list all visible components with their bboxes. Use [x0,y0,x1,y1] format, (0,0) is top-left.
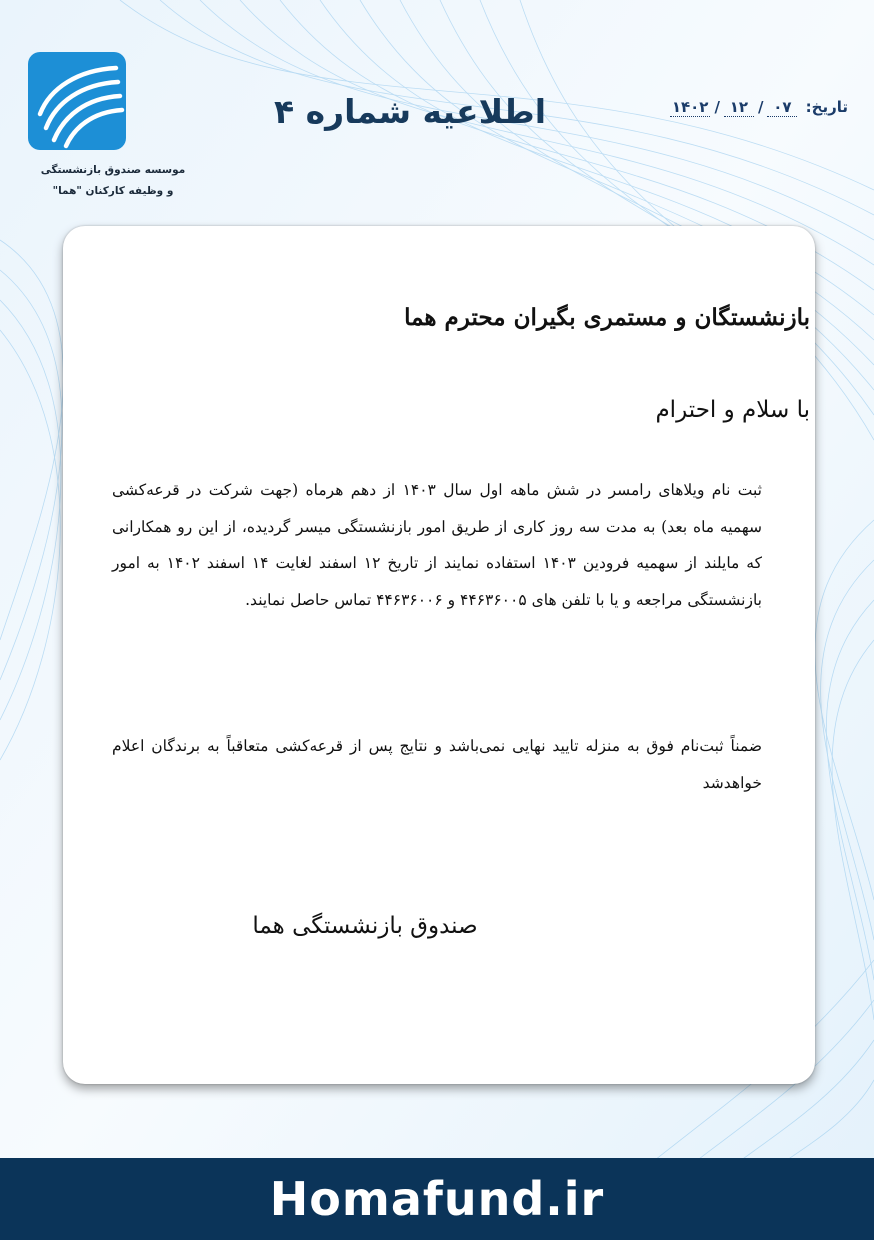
date-separator: / [757,98,764,116]
date-year: ۱۴۰۲ [671,98,709,116]
organization-name [28,160,198,202]
org-name-line-1: موسسه صندوق بازنشستگی [40,164,186,176]
date-separator: / [714,98,720,116]
date-day: ۰۷ [767,98,797,117]
letter-salutation: بازنشستگان و مستمری بگیران محترم هما [404,304,810,331]
letter-body: ثبت نام ویلاهای رامسر در شش ماهه اول سال ۱۴۰۳ از دهم هرماه (جهت شرکت در قرعه‌کشی سهمیه ماه بعد) به مدت سه روز کاری از طریق امور بازنشستگی میسر گردیده، از این رو همکارانی که مایلند از سهمیه فرودین ۱۴۰۳ استفاده نمایند از تاریخ ۱۲ اسفند لغایت ۱۴ اسفند ۱۴۰۲ به امور بازنشستگی مراجعه و یا با تلفن های ۴۴۶۳۶۰۰۵ و ۴۴۶۳۶۰۰۶ تماس حاصل نمایند. [112,481,762,609]
announcement-title: اطلاعیه شماره ۴ [273,92,547,131]
homa-fund-logo [28,52,126,150]
org-name-line-2: و وظیفه کارکنان "هما" [52,185,174,197]
announcement-date [608,98,848,117]
date-month: ۱۲ [724,98,754,117]
letter-card [63,226,815,1084]
website-link[interactable]: Homafund.ir [269,1172,605,1226]
letter-greeting: با سلام و احترام [655,397,810,423]
letter-note: ضمناً ثبت‌نام فوق به منزله تایید نهایی نمی‌باشد و نتایج پس از قرعه‌کشی متعاقباً به برندگان اعلام خواهدشد [112,737,762,792]
letter-signature: صندوق بازنشستگی هما [252,913,478,939]
footer-bar [0,1158,874,1240]
date-label: تاریخ: [805,98,848,116]
